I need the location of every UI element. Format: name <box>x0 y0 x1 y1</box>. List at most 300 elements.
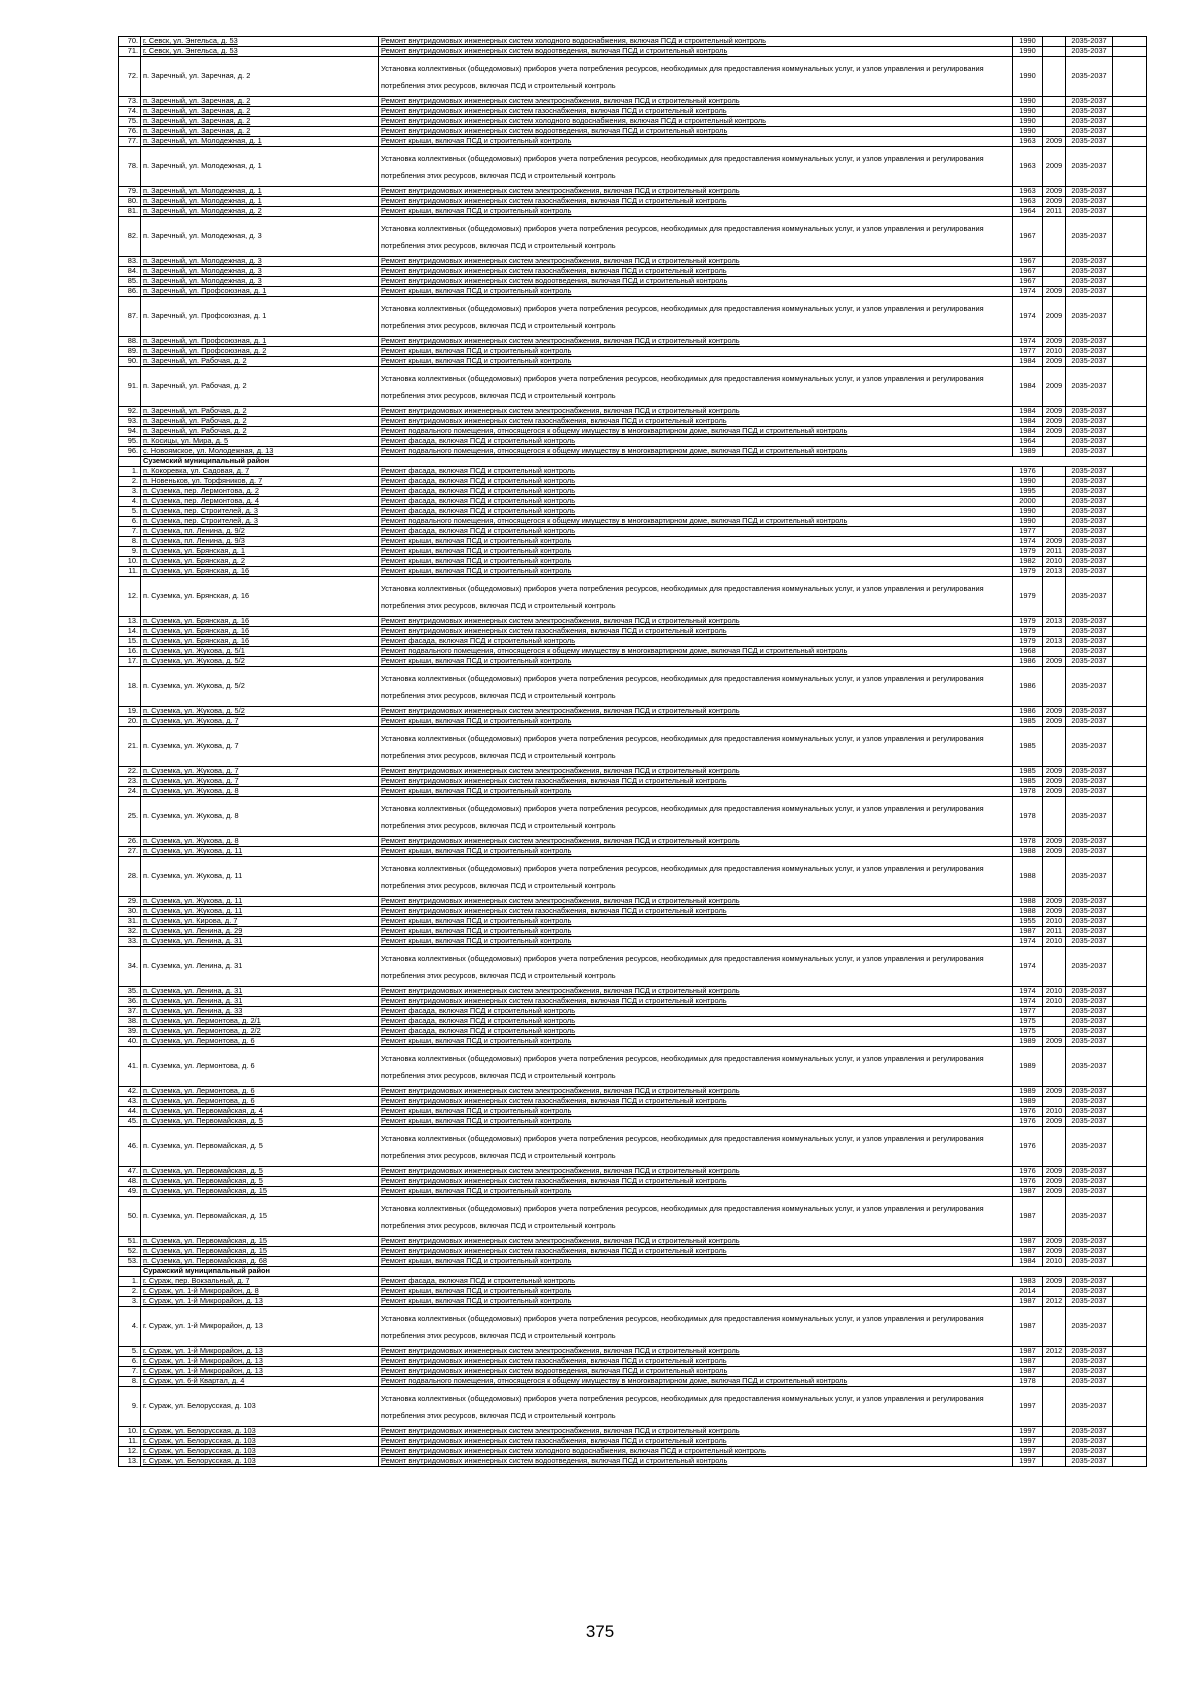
address-cell: п. Заречный, ул. Заречная, д. 2 <box>141 117 379 127</box>
section-number-cell <box>119 457 141 467</box>
empty-cell <box>1113 517 1147 527</box>
table-row <box>119 717 1147 727</box>
last-repair-year-cell <box>1043 127 1066 137</box>
table-row <box>119 267 1147 277</box>
address-cell: п. Суземка, ул. Ленина, д. 31 <box>141 947 379 987</box>
empty-cell <box>1113 1047 1147 1087</box>
address-cell: п. Суземка, пл. Ленина, д. 9/3 <box>141 537 379 547</box>
row-number-cell: 96. <box>119 447 141 457</box>
address-cell: г. Сураж, ул. Белорусская, д. 103 <box>141 1387 379 1427</box>
address-cell: п. Суземка, пер. Лермонтова, д. 2 <box>141 487 379 497</box>
table-row <box>119 1107 1147 1117</box>
empty-cell <box>1113 1437 1147 1447</box>
empty-cell <box>1113 1277 1147 1287</box>
last-repair-year-cell <box>1043 467 1066 477</box>
planned-period-cell: 2035-2037 <box>1066 1017 1113 1027</box>
last-repair-year-cell <box>1043 1047 1066 1087</box>
planned-period-cell: 2035-2037 <box>1066 1257 1113 1267</box>
work-description-cell: Ремонт подвального помещения, относящегося к общему имуществу в многоквартирном доме, включая ПСД и строительный контроль <box>379 1377 1013 1387</box>
build-year-cell: 1989 <box>1013 447 1043 457</box>
address-cell: п. Заречный, ул. Молодежная, д. 3 <box>141 257 379 267</box>
empty-cell <box>1113 337 1147 347</box>
row-number-cell: 91. <box>119 367 141 407</box>
last-repair-year-cell: 2012 <box>1043 1297 1066 1307</box>
address-cell: п. Суземка, ул. Лермонтова, д. 6 <box>141 1047 379 1087</box>
planned-period-cell: 2035-2037 <box>1066 37 1113 47</box>
planned-period-cell: 2035-2037 <box>1066 1177 1113 1187</box>
table-body <box>119 37 1147 1467</box>
table-row <box>119 277 1147 287</box>
last-repair-year-cell: 2010 <box>1043 1107 1066 1117</box>
work-description-cell: Ремонт крыши, включая ПСД и строительный контроль <box>379 787 1013 797</box>
last-repair-year-cell <box>1043 527 1066 537</box>
row-number-cell: 13. <box>119 1457 141 1467</box>
empty-cell <box>1113 1177 1147 1187</box>
page-number: 375 <box>585 1622 615 1641</box>
address-cell: п. Заречный, ул. Молодежная, д. 1 <box>141 197 379 207</box>
build-year-cell: 2000 <box>1013 497 1043 507</box>
address-cell: п. Суземка, ул. Ленина, д. 31 <box>141 937 379 947</box>
empty-cell <box>1113 497 1147 507</box>
row-number-cell: 15. <box>119 637 141 647</box>
empty-cell <box>1113 617 1147 627</box>
row-number-cell: 19. <box>119 707 141 717</box>
work-description-cell: Ремонт внутридомовых инженерных систем водоотведения, включая ПСД и строительный контроль <box>379 1457 1013 1467</box>
address-cell: п. Заречный, ул. Профсоюзная, д. 1 <box>141 297 379 337</box>
last-repair-year-cell <box>1043 97 1066 107</box>
build-year-cell: 1987 <box>1013 1197 1043 1237</box>
work-description-cell: Ремонт крыши, включая ПСД и строительный контроль <box>379 347 1013 357</box>
row-number-cell: 44. <box>119 1107 141 1117</box>
address-cell: п. Заречный, ул. Молодежная, д. 3 <box>141 277 379 287</box>
work-description-cell: Ремонт внутридомовых инженерных систем электроснабжения, включая ПСД и строительный контроль <box>379 897 1013 907</box>
planned-period-cell: 2035-2037 <box>1066 187 1113 197</box>
empty-cell <box>1113 837 1147 847</box>
planned-period-cell: 2035-2037 <box>1066 1107 1113 1117</box>
build-year-cell: 1979 <box>1013 627 1043 637</box>
last-repair-year-cell: 2010 <box>1043 347 1066 357</box>
row-number-cell: 72. <box>119 57 141 97</box>
empty-cell <box>1113 1237 1147 1247</box>
last-repair-year-cell <box>1043 727 1066 767</box>
address-cell: п. Суземка, пер. Лермонтова, д. 4 <box>141 497 379 507</box>
build-year-cell: 1976 <box>1013 467 1043 477</box>
build-year-cell: 1974 <box>1013 987 1043 997</box>
table-row <box>119 1017 1147 1027</box>
address-cell: г. Сураж, ул. 1-й Микрорайон, д. 13 <box>141 1307 379 1347</box>
address-cell: с. Новоямское, ул. Молодежная, д. 13 <box>141 447 379 457</box>
table-row <box>119 1357 1147 1367</box>
empty-cell <box>1113 107 1147 117</box>
work-description-cell: Установка коллективных (общедомовых) приборов учета потребления ресурсов, необходимых для предоставления коммунальных услуг, и узлов управления и регулирования потребления этих ресурсов, включая ПСД и строительный контроль <box>379 797 1013 837</box>
row-number-cell: 43. <box>119 1097 141 1107</box>
work-description-cell: Ремонт внутридомовых инженерных систем электроснабжения, включая ПСД и строительный контроль <box>379 407 1013 417</box>
last-repair-year-cell <box>1043 1447 1066 1457</box>
last-repair-year-cell: 2013 <box>1043 637 1066 647</box>
table-row <box>119 1187 1147 1197</box>
build-year-cell: 1990 <box>1013 37 1043 47</box>
row-number-cell: 23. <box>119 777 141 787</box>
empty-cell <box>1113 267 1147 277</box>
row-number-cell: 9. <box>119 547 141 557</box>
build-year-cell: 1988 <box>1013 907 1043 917</box>
table-row <box>119 297 1147 337</box>
work-description-cell: Ремонт крыши, включая ПСД и строительный контроль <box>379 1287 1013 1297</box>
row-number-cell: 7. <box>119 1367 141 1377</box>
last-repair-year-cell: 2009 <box>1043 707 1066 717</box>
address-cell: п. Суземка, ул. Брянская, д. 16 <box>141 627 379 637</box>
table-row <box>119 347 1147 357</box>
build-year-cell: 1986 <box>1013 707 1043 717</box>
build-year-cell: 1984 <box>1013 427 1043 437</box>
address-cell: п. Заречный, ул. Рабочая, д. 2 <box>141 357 379 367</box>
work-description-cell: Ремонт внутридомовых инженерных систем холодного водоснабжения, включая ПСД и строительный контроль <box>379 117 1013 127</box>
work-description-cell: Установка коллективных (общедомовых) приборов учета потребления ресурсов, необходимых для предоставления коммунальных услуг, и узлов управления и регулирования потребления этих ресурсов, включая ПСД и строительный контроль <box>379 217 1013 257</box>
work-description-cell: Ремонт фасада, включая ПСД и строительный контроль <box>379 507 1013 517</box>
planned-period-cell: 2035-2037 <box>1066 557 1113 567</box>
last-repair-year-cell: 2009 <box>1043 417 1066 427</box>
work-description-cell: Ремонт внутридомовых инженерных систем электроснабжения, включая ПСД и строительный контроль <box>379 1167 1013 1177</box>
last-repair-year-cell: 2009 <box>1043 717 1066 727</box>
planned-period-cell: 2035-2037 <box>1066 707 1113 717</box>
address-cell: п. Суземка, ул. Жукова, д. 7 <box>141 767 379 777</box>
table-row <box>119 47 1147 57</box>
last-repair-year-cell <box>1043 107 1066 117</box>
planned-period-cell: 2035-2037 <box>1066 1357 1113 1367</box>
table-row <box>119 917 1147 927</box>
row-number-cell: 29. <box>119 897 141 907</box>
work-description-cell: Ремонт внутридомовых инженерных систем электроснабжения, включая ПСД и строительный контроль <box>379 97 1013 107</box>
address-cell: п. Новеньков, ул. Торфяников, д. 7 <box>141 477 379 487</box>
last-repair-year-cell <box>1043 57 1066 97</box>
work-description-cell: Ремонт внутридомовых инженерных систем электроснабжения, включая ПСД и строительный контроль <box>379 617 1013 627</box>
row-number-cell: 8. <box>119 1377 141 1387</box>
empty-cell <box>1113 1297 1147 1307</box>
planned-period-cell: 2035-2037 <box>1066 197 1113 207</box>
table-row <box>119 1387 1147 1427</box>
build-year-cell: 1986 <box>1013 667 1043 707</box>
row-number-cell: 94. <box>119 427 141 437</box>
build-year-cell: 1976 <box>1013 1167 1043 1177</box>
planned-period-cell: 2035-2037 <box>1066 1237 1113 1247</box>
work-description-cell: Ремонт внутридомовых инженерных систем газоснабжения, включая ПСД и строительный контроль <box>379 1247 1013 1257</box>
work-description-cell: Ремонт крыши, включая ПСД и строительный контроль <box>379 717 1013 727</box>
address-cell: п. Суземка, ул. Жукова, д. 11 <box>141 897 379 907</box>
build-year-cell: 1975 <box>1013 1027 1043 1037</box>
last-repair-year-cell: 2011 <box>1043 927 1066 937</box>
row-number-cell: 6. <box>119 517 141 527</box>
address-cell: п. Заречный, ул. Рабочая, д. 2 <box>141 427 379 437</box>
empty-cell <box>1113 777 1147 787</box>
work-description-cell: Ремонт внутридомовых инженерных систем газоснабжения, включая ПСД и строительный контроль <box>379 1437 1013 1447</box>
address-cell: п. Заречный, ул. Молодежная, д. 2 <box>141 207 379 217</box>
table-row <box>119 1347 1147 1357</box>
planned-period-cell: 2035-2037 <box>1066 1447 1113 1457</box>
last-repair-year-cell: 2013 <box>1043 617 1066 627</box>
last-repair-year-cell: 2009 <box>1043 337 1066 347</box>
row-number-cell: 89. <box>119 347 141 357</box>
empty-cell <box>1113 1347 1147 1357</box>
address-cell: п. Суземка, ул. Кирова, д. 7 <box>141 917 379 927</box>
build-year-cell: 1987 <box>1013 1297 1043 1307</box>
work-description-cell: Ремонт крыши, включая ПСД и строительный контроль <box>379 1117 1013 1127</box>
work-description-cell: Ремонт фасада, включая ПСД и строительный контроль <box>379 637 1013 647</box>
last-repair-year-cell <box>1043 627 1066 637</box>
planned-period-cell: 2035-2037 <box>1066 787 1113 797</box>
planned-period-cell: 2035-2037 <box>1066 147 1113 187</box>
planned-period-cell: 2035-2037 <box>1066 267 1113 277</box>
build-year-cell: 1963 <box>1013 187 1043 197</box>
empty-cell <box>1113 147 1147 187</box>
planned-period-cell: 2035-2037 <box>1066 717 1113 727</box>
empty-cell <box>1113 937 1147 947</box>
build-year-cell: 1967 <box>1013 257 1043 267</box>
work-description-cell: Ремонт внутридомовых инженерных систем газоснабжения, включая ПСД и строительный контроль <box>379 1097 1013 1107</box>
work-description-cell: Ремонт внутридомовых инженерных систем газоснабжения, включая ПСД и строительный контроль <box>379 267 1013 277</box>
build-year-cell: 1986 <box>1013 657 1043 667</box>
planned-period-cell: 2035-2037 <box>1066 537 1113 547</box>
row-number-cell: 40. <box>119 1037 141 1047</box>
planned-period-cell: 2035-2037 <box>1066 1007 1113 1017</box>
build-year-cell: 1987 <box>1013 1237 1043 1247</box>
empty-cell <box>1113 897 1147 907</box>
planned-period-cell: 2035-2037 <box>1066 637 1113 647</box>
table-row <box>119 1167 1147 1177</box>
table-row <box>119 777 1147 787</box>
address-cell: п. Суземка, ул. Жукова, д. 8 <box>141 797 379 837</box>
address-cell: п. Суземка, пл. Ленина, д. 9/2 <box>141 527 379 537</box>
section-number-cell <box>119 1267 141 1277</box>
last-repair-year-cell <box>1043 447 1066 457</box>
planned-period-cell: 2035-2037 <box>1066 137 1113 147</box>
table-row <box>119 1437 1147 1447</box>
build-year-cell: 1990 <box>1013 107 1043 117</box>
planned-period-cell: 2035-2037 <box>1066 287 1113 297</box>
last-repair-year-cell: 2011 <box>1043 207 1066 217</box>
section-empty-cell <box>379 1267 1147 1277</box>
work-description-cell: Ремонт внутридомовых инженерных систем электроснабжения, включая ПСД и строительный контроль <box>379 987 1013 997</box>
work-description-cell: Ремонт внутридомовых инженерных систем газоснабжения, включая ПСД и строительный контроль <box>379 1177 1013 1187</box>
work-description-cell: Ремонт внутридомовых инженерных систем водоотведения, включая ПСД и строительный контроль <box>379 1367 1013 1377</box>
row-number-cell: 48. <box>119 1177 141 1187</box>
address-cell: п. Заречный, ул. Профсоюзная, д. 1 <box>141 337 379 347</box>
build-year-cell: 1987 <box>1013 1347 1043 1357</box>
work-description-cell: Ремонт внутридомовых инженерных систем электроснабжения, включая ПСД и строительный контроль <box>379 337 1013 347</box>
address-cell: г. Сураж, пер. Вокзальный, д. 7 <box>141 1277 379 1287</box>
table-row <box>119 107 1147 117</box>
last-repair-year-cell: 2009 <box>1043 1037 1066 1047</box>
last-repair-year-cell <box>1043 517 1066 527</box>
address-cell: п. Суземка, ул. Брянская, д. 2 <box>141 557 379 567</box>
work-description-cell: Ремонт фасада, включая ПСД и строительный контроль <box>379 497 1013 507</box>
work-description-cell: Установка коллективных (общедомовых) приборов учета потребления ресурсов, необходимых для предоставления коммунальных услуг, и узлов управления и регулирования потребления этих ресурсов, включая ПСД и строительный контроль <box>379 857 1013 897</box>
last-repair-year-cell: 2009 <box>1043 367 1066 407</box>
planned-period-cell: 2035-2037 <box>1066 117 1113 127</box>
empty-cell <box>1113 847 1147 857</box>
empty-cell <box>1113 447 1147 457</box>
empty-cell <box>1113 127 1147 137</box>
build-year-cell: 1990 <box>1013 117 1043 127</box>
last-repair-year-cell: 2009 <box>1043 147 1066 187</box>
build-year-cell: 1987 <box>1013 1187 1043 1197</box>
empty-cell <box>1113 417 1147 427</box>
planned-period-cell: 2035-2037 <box>1066 1247 1113 1257</box>
build-year-cell: 1977 <box>1013 347 1043 357</box>
build-year-cell: 1963 <box>1013 197 1043 207</box>
address-cell: п. Суземка, ул. Лермонтова, д. 6 <box>141 1097 379 1107</box>
table-row <box>119 947 1147 987</box>
table-row <box>119 507 1147 517</box>
empty-cell <box>1113 1027 1147 1037</box>
build-year-cell: 1997 <box>1013 1387 1043 1427</box>
planned-period-cell: 2035-2037 <box>1066 1097 1113 1107</box>
planned-period-cell: 2035-2037 <box>1066 1197 1113 1237</box>
work-description-cell: Ремонт фасада, включая ПСД и строительный контроль <box>379 477 1013 487</box>
section-header-row <box>119 457 1147 467</box>
build-year-cell: 1968 <box>1013 647 1043 657</box>
work-description-cell: Ремонт внутридомовых инженерных систем электроснабжения, включая ПСД и строительный контроль <box>379 1427 1013 1437</box>
planned-period-cell: 2035-2037 <box>1066 1297 1113 1307</box>
work-description-cell: Ремонт внутридомовых инженерных систем газоснабжения, включая ПСД и строительный контроль <box>379 997 1013 1007</box>
table-row <box>119 407 1147 417</box>
planned-period-cell: 2035-2037 <box>1066 357 1113 367</box>
last-repair-year-cell: 2012 <box>1043 1347 1066 1357</box>
work-description-cell: Ремонт внутридомовых инженерных систем электроснабжения, включая ПСД и строительный контроль <box>379 1347 1013 1357</box>
last-repair-year-cell <box>1043 37 1066 47</box>
row-number-cell: 10. <box>119 557 141 567</box>
work-description-cell: Установка коллективных (общедомовых) приборов учета потребления ресурсов, необходимых для предоставления коммунальных услуг, и узлов управления и регулирования потребления этих ресурсов, включая ПСД и строительный контроль <box>379 1197 1013 1237</box>
planned-period-cell: 2035-2037 <box>1066 1027 1113 1037</box>
table-row <box>119 117 1147 127</box>
address-cell: п. Суземка, ул. Лермонтова, д. 2/2 <box>141 1027 379 1037</box>
empty-cell <box>1113 217 1147 257</box>
address-cell: п. Заречный, ул. Молодежная, д. 1 <box>141 187 379 197</box>
row-number-cell: 11. <box>119 1437 141 1447</box>
table-row <box>119 837 1147 847</box>
build-year-cell: 1990 <box>1013 507 1043 517</box>
table-row <box>119 1127 1147 1167</box>
build-year-cell: 1982 <box>1013 557 1043 567</box>
table-row <box>119 647 1147 657</box>
table-row <box>119 897 1147 907</box>
row-number-cell: 92. <box>119 407 141 417</box>
planned-period-cell: 2035-2037 <box>1066 617 1113 627</box>
build-year-cell: 1955 <box>1013 917 1043 927</box>
planned-period-cell: 2035-2037 <box>1066 427 1113 437</box>
planned-period-cell: 2035-2037 <box>1066 1117 1113 1127</box>
planned-period-cell: 2035-2037 <box>1066 907 1113 917</box>
address-cell: п. Суземка, ул. Первомайская, д. 5 <box>141 1177 379 1187</box>
row-number-cell: 31. <box>119 917 141 927</box>
build-year-cell: 1977 <box>1013 1007 1043 1017</box>
empty-cell <box>1113 1167 1147 1177</box>
last-repair-year-cell: 2009 <box>1043 907 1066 917</box>
table-row <box>119 1277 1147 1287</box>
work-description-cell: Ремонт крыши, включая ПСД и строительный контроль <box>379 287 1013 297</box>
row-number-cell: 84. <box>119 267 141 277</box>
planned-period-cell: 2035-2037 <box>1066 367 1113 407</box>
work-description-cell: Установка коллективных (общедомовых) приборов учета потребления ресурсов, необходимых для предоставления коммунальных услуг, и узлов управления и регулирования потребления этих ресурсов, включая ПСД и строительный контроль <box>379 667 1013 707</box>
build-year-cell: 1988 <box>1013 857 1043 897</box>
last-repair-year-cell: 2010 <box>1043 917 1066 927</box>
empty-cell <box>1113 987 1147 997</box>
last-repair-year-cell: 2010 <box>1043 987 1066 997</box>
last-repair-year-cell <box>1043 1007 1066 1017</box>
last-repair-year-cell <box>1043 1127 1066 1167</box>
address-cell: п. Суземка, ул. Первомайская, д. 68 <box>141 1257 379 1267</box>
planned-period-cell: 2035-2037 <box>1066 657 1113 667</box>
row-number-cell: 1. <box>119 467 141 477</box>
table-row <box>119 787 1147 797</box>
address-cell: п. Заречный, ул. Молодежная, д. 3 <box>141 267 379 277</box>
build-year-cell: 1967 <box>1013 277 1043 287</box>
row-number-cell: 13. <box>119 617 141 627</box>
address-cell: п. Суземка, ул. Брянская, д. 16 <box>141 637 379 647</box>
build-year-cell: 1974 <box>1013 997 1043 1007</box>
build-year-cell: 1990 <box>1013 127 1043 137</box>
table-row <box>119 467 1147 477</box>
empty-cell <box>1113 657 1147 667</box>
table-row <box>119 427 1147 437</box>
table-row <box>119 557 1147 567</box>
empty-cell <box>1113 1097 1147 1107</box>
last-repair-year-cell <box>1043 1017 1066 1027</box>
last-repair-year-cell <box>1043 1427 1066 1437</box>
planned-period-cell: 2035-2037 <box>1066 487 1113 497</box>
last-repair-year-cell <box>1043 647 1066 657</box>
last-repair-year-cell <box>1043 497 1066 507</box>
planned-period-cell: 2035-2037 <box>1066 47 1113 57</box>
table-row <box>119 1287 1147 1297</box>
address-cell: п. Суземка, пер. Строителей, д. 3 <box>141 517 379 527</box>
planned-period-cell: 2035-2037 <box>1066 497 1113 507</box>
empty-cell <box>1113 1197 1147 1237</box>
build-year-cell: 1977 <box>1013 527 1043 537</box>
build-year-cell: 1987 <box>1013 927 1043 937</box>
empty-cell <box>1113 907 1147 917</box>
section-empty-cell <box>379 457 1147 467</box>
last-repair-year-cell <box>1043 257 1066 267</box>
work-description-cell: Ремонт внутридомовых инженерных систем электроснабжения, включая ПСД и строительный контроль <box>379 837 1013 847</box>
empty-cell <box>1113 927 1147 937</box>
table-row <box>119 527 1147 537</box>
last-repair-year-cell <box>1043 1097 1066 1107</box>
last-repair-year-cell: 2009 <box>1043 407 1066 417</box>
work-description-cell: Установка коллективных (общедомовых) приборов учета потребления ресурсов, необходимых для предоставления коммунальных услуг, и узлов управления и регулирования потребления этих ресурсов, включая ПСД и строительный контроль <box>379 297 1013 337</box>
build-year-cell: 1976 <box>1013 1107 1043 1117</box>
empty-cell <box>1113 357 1147 367</box>
address-cell: п. Суземка, ул. Брянская, д. 16 <box>141 577 379 617</box>
planned-period-cell: 2035-2037 <box>1066 337 1113 347</box>
row-number-cell: 4. <box>119 497 141 507</box>
empty-cell <box>1113 557 1147 567</box>
work-description-cell: Ремонт крыши, включая ПСД и строительный контроль <box>379 207 1013 217</box>
address-cell: п. Суземка, ул. Жукова, д. 8 <box>141 787 379 797</box>
work-description-cell: Ремонт внутридомовых инженерных систем водоотведения, включая ПСД и строительный контроль <box>379 127 1013 137</box>
last-repair-year-cell: 2010 <box>1043 997 1066 1007</box>
planned-period-cell: 2035-2037 <box>1066 857 1113 897</box>
build-year-cell: 1976 <box>1013 1177 1043 1187</box>
work-description-cell: Ремонт фасада, включая ПСД и строительный контроль <box>379 467 1013 477</box>
build-year-cell: 1988 <box>1013 847 1043 857</box>
address-cell: п. Суземка, ул. Жукова, д. 7 <box>141 717 379 727</box>
work-description-cell: Ремонт крыши, включая ПСД и строительный контроль <box>379 937 1013 947</box>
empty-cell <box>1113 707 1147 717</box>
last-repair-year-cell: 2009 <box>1043 1117 1066 1127</box>
last-repair-year-cell: 2009 <box>1043 187 1066 197</box>
planned-period-cell: 2035-2037 <box>1066 647 1113 657</box>
build-year-cell: 1974 <box>1013 537 1043 547</box>
